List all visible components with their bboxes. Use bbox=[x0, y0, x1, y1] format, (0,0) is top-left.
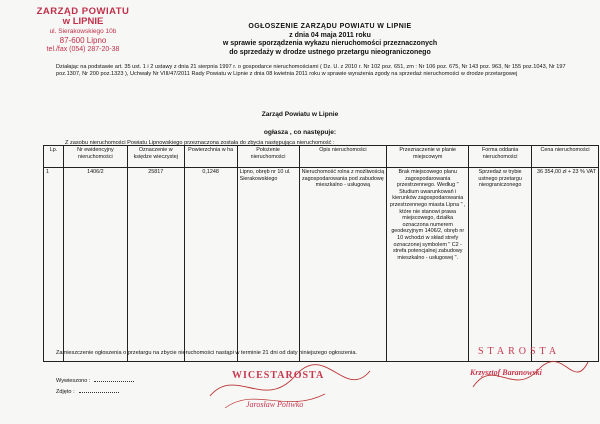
stamp-line-2: w LIPNIE bbox=[62, 16, 104, 27]
posted-label bbox=[56, 378, 134, 384]
cell-price: 36 354,00 zł + 23 % VAT bbox=[532, 168, 599, 362]
header-form: Forma oddania nieruchomości bbox=[469, 146, 532, 168]
cell-form: Sprzedaż w trybie ustnego przetargu nieograniczonego bbox=[469, 168, 532, 362]
header-kw: Oznaczenie w księdze wieczystej bbox=[127, 146, 184, 168]
vice-starost-seal-name: Jarosław Poliwko bbox=[246, 400, 304, 409]
document-date: z dnia 04 maja 2011 roku bbox=[289, 31, 371, 39]
starost-seal-title: STAROSTA bbox=[478, 346, 561, 357]
document-subject-2: do sprzedaży w drodze ustnego przetargu nieograniczonego bbox=[229, 48, 431, 56]
document-subject-1: w sprawie sporządzenia wykazu nieruchomości przeznaczonych bbox=[222, 40, 438, 48]
cell-kw: 25817 bbox=[127, 168, 184, 362]
table-row bbox=[44, 168, 599, 362]
starost-seal-name: Krzysztof Baranowski bbox=[470, 368, 542, 377]
signature-left bbox=[205, 356, 375, 416]
removed-label-text: Zdjęto : bbox=[56, 389, 75, 395]
cell-lp: 1 bbox=[44, 168, 64, 362]
stamp-line-5: tel./fax (054) 287-20-38 bbox=[46, 46, 120, 53]
publication-note: Zamieszczenie ogłoszenia o przetargu na zbycie nieruchomości nastąpi w terminie 21 dni od daty niniejszego ogłoszenia. bbox=[56, 350, 357, 356]
header-location: Położenie nieruchomości bbox=[237, 146, 299, 168]
signature-right bbox=[468, 352, 593, 402]
stamp-line-1: ZARZĄD POWIATU bbox=[36, 6, 130, 17]
document-title: OGŁOSZENIE ZARZĄDU POWIATU W LIPNIE bbox=[248, 23, 412, 30]
office-stamp bbox=[8, 6, 158, 54]
removed-label bbox=[56, 389, 119, 395]
document-title-block bbox=[140, 23, 520, 57]
table-header-row bbox=[44, 146, 599, 168]
stamp-line-3: ul. Sierakowskiego 10b bbox=[49, 28, 117, 35]
cell-location: Lipno, obręb nr 10 ul. Sierakowskiego bbox=[237, 168, 299, 362]
property-table bbox=[43, 145, 599, 362]
cell-purpose: Brak miejscowego planu zagospodarowania przestrzennego. Według " Studium uwarunkowań i kierunków zagospodarowania przestrzennego miasta Lipna " , które nie stanowi prawa miejscowego, działka oznaczona numerem geodezyjnym 1406/2, obręb nr 10 wchodzi w skład strefy oznaczonej symbolem " C2 - strefa potencjalnej zabudowy mieszkalno - usługowej ". bbox=[387, 168, 469, 362]
cell-area: 0,1248 bbox=[184, 168, 237, 362]
header-description: Opis nieruchomości bbox=[299, 146, 387, 168]
cell-nr: 1406/2 bbox=[63, 168, 127, 362]
removed-blank bbox=[79, 392, 119, 393]
legal-basis-paragraph: Działając na podstawie art. 35 ust. 1 i 2 ustawy z dnia 21 sierpnia 1997 r. o gospodarce nieruchomościami ( Dz. U. z 2010 r. Nr 102 poz. 651, zm : Nr 106 poz. 675, Nr 143 poz. 963, Nr 155 poz.1043, Nr 197 poz.1307, Nr 200 poz.1323 ), Uchwały Nr VIII/47/2011 Rady Powiatu w Lipnie z dnia 08 kwietnia 2011 roku w sprawie wyrażenia zgody na sprzedaż nieruchomości w drodze przetargowej bbox=[56, 64, 566, 78]
header-price: Cena nieruchomości bbox=[532, 146, 599, 168]
vice-starost-seal-title: WICESTAROSTA bbox=[232, 370, 325, 381]
header-purpose: Przeznaczenie w planie miejscowym bbox=[387, 146, 469, 168]
cell-description: Nieruchomość rolna z możliwością zagospodarowania pod zabudowę mieszkalno - usługową bbox=[299, 168, 387, 362]
header-area: Powierzchnia w ha bbox=[184, 146, 237, 168]
posted-blank bbox=[94, 381, 134, 382]
header-lp: Lp. bbox=[44, 146, 64, 168]
announce-heading: ogłasza , co następuje: bbox=[263, 129, 337, 136]
stamp-line-4: 87-600 Lipno bbox=[59, 36, 107, 45]
authority-heading: Zarząd Powiatu w Lipnie bbox=[261, 111, 339, 118]
table-lead-text: Z zasobu nieruchomości Powiatu Lipnowskiego przeznaczona została do zbycia następująca nieruchomość : bbox=[65, 139, 335, 146]
header-nr: Nr ewidencyjny nieruchomości bbox=[63, 146, 127, 168]
posted-label-text: Wywieszono : bbox=[56, 378, 91, 384]
